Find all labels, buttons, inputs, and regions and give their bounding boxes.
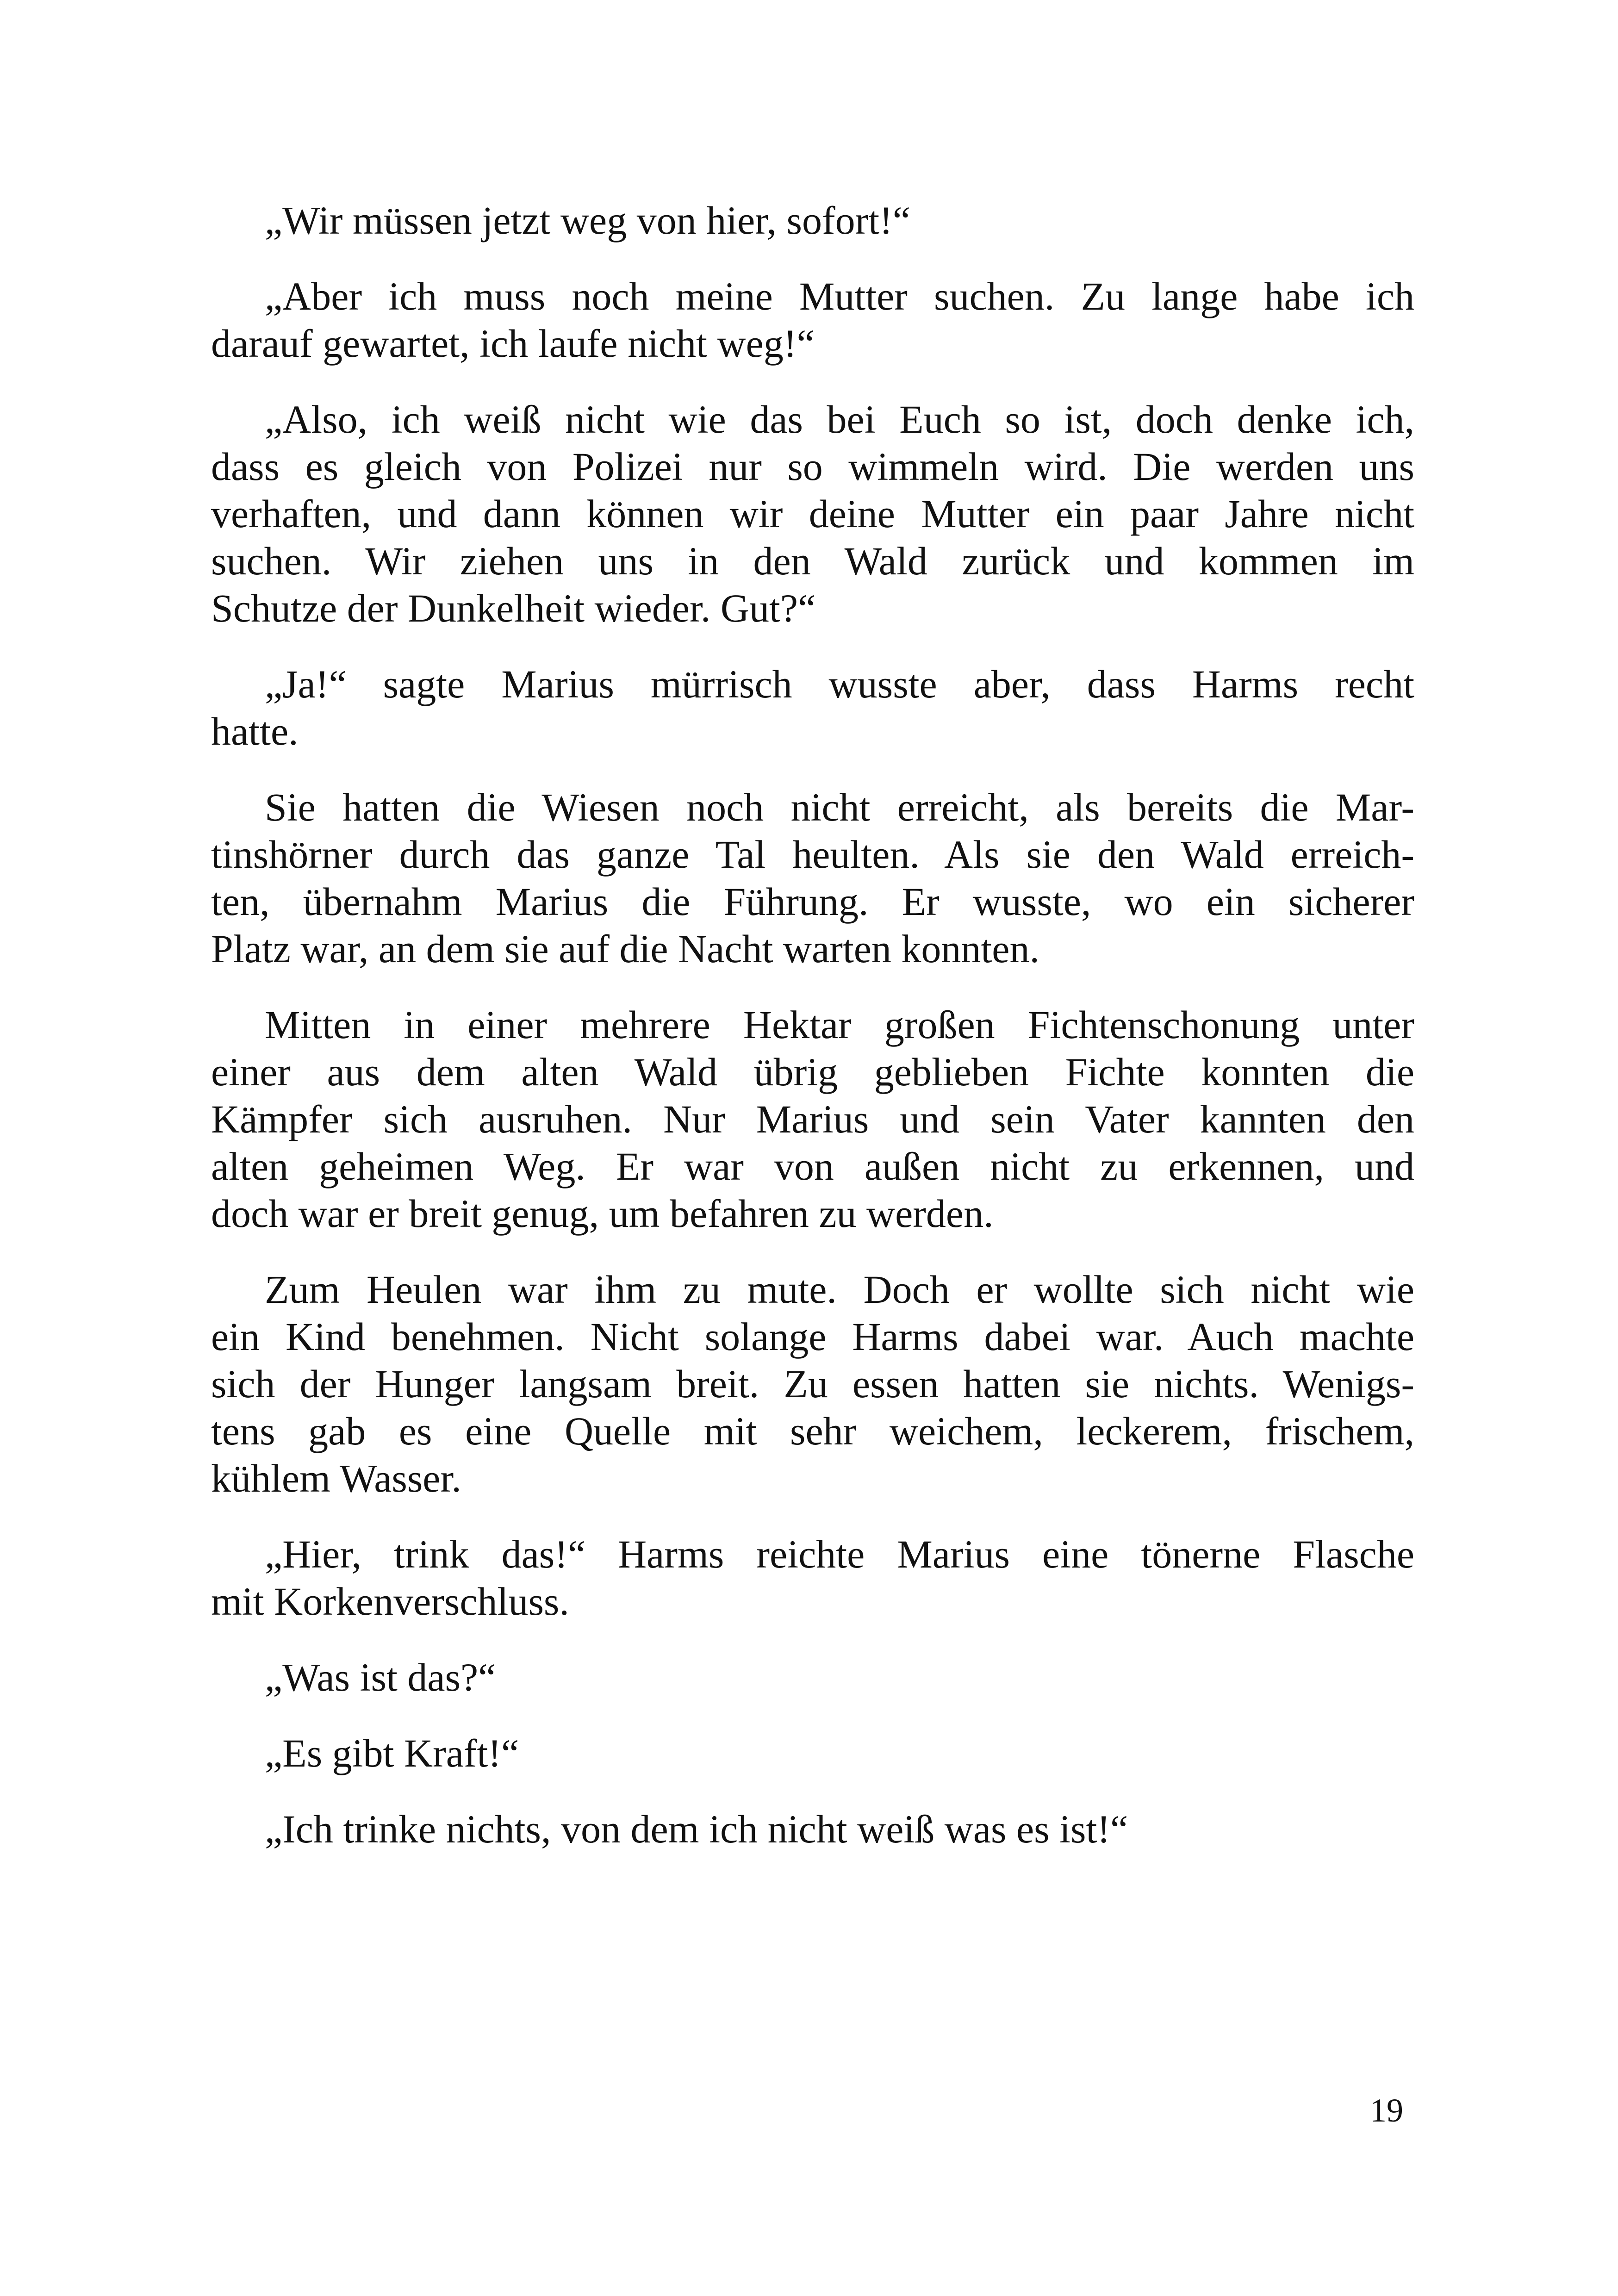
text-line: Schutze der Dunkelheit wieder. Gut?“: [211, 586, 816, 630]
text-line: alten geheimen Weg. Er war von außen nicht zu erkennen, und: [211, 1144, 1414, 1188]
text-line: „Ja!“ sagte Marius mürrisch wusste aber, dass Harms recht: [265, 662, 1414, 706]
paragraph: [211, 197, 1414, 244]
paragraph: [211, 1654, 1414, 1701]
paragraph-gap: [211, 1237, 1414, 1266]
text-line: dass es gleich von Polizei nur so wimmeln wird. Die werden uns: [211, 444, 1414, 489]
paragraph: [211, 1805, 1414, 1853]
text-line: ein Kind benehmen. Nicht solange Harms dabei war. Auch machte: [211, 1314, 1414, 1359]
text-line: doch war er breit genug, um befahren zu werden.: [211, 1191, 994, 1236]
text-line: „Ich trinke nichts, von dem ich nicht weiß was es ist!“: [265, 1807, 1128, 1851]
text-line: „Es gibt Kraft!“: [265, 1731, 519, 1775]
text-line: tens gab es eine Quelle mit sehr weichem, leckerem, frischem,: [211, 1409, 1414, 1453]
text-line: Kämpfer sich ausruhen. Nur Marius und sein Vater kannten den: [211, 1097, 1414, 1141]
text-line: sich der Hunger langsam breit. Zu essen hatten sie nichts. Wenigs-: [211, 1362, 1414, 1406]
paragraph-gap: [211, 1777, 1414, 1805]
paragraph: [211, 660, 1414, 755]
paragraph: [211, 396, 1414, 632]
text-line: „Hier, trink das!“ Harms reichte Marius eine tönerne Flasche: [265, 1532, 1414, 1576]
paragraph-gap: [211, 755, 1414, 784]
text-line: tinshörner durch das ganze Tal heulten. Als sie den Wald erreich-: [211, 832, 1414, 877]
page-number: 19: [1370, 2092, 1403, 2129]
text-line: mit Korkenverschluss.: [211, 1579, 569, 1624]
paragraph-gap: [211, 972, 1414, 1001]
text-line: hatte.: [211, 709, 299, 753]
text-line: darauf gewartet, ich laufe nicht weg!“: [211, 321, 815, 366]
text-line: ten, übernahm Marius die Führung. Er wusste, wo ein sicherer: [211, 879, 1414, 924]
text-line: Sie hatten die Wiesen noch nicht erreicht, als bereits die Mar-: [265, 785, 1414, 829]
body-text: [211, 197, 1414, 1853]
text-line: „Aber ich muss noch meine Mutter suchen. Zu lange habe ich: [265, 274, 1414, 318]
paragraph: [211, 273, 1414, 367]
paragraph-gap: [211, 632, 1414, 660]
text-line: „Was ist das?“: [265, 1655, 496, 1699]
paragraph-gap: [211, 1502, 1414, 1531]
paragraph: [211, 1001, 1414, 1237]
text-line: einer aus dem alten Wald übrig geblieben Fichte konnten die: [211, 1050, 1414, 1094]
text-line: suchen. Wir ziehen uns in den Wald zurück und kommen im: [211, 539, 1414, 583]
text-line: kühlem Wasser.: [211, 1456, 461, 1500]
paragraph: [211, 784, 1414, 972]
paragraph-gap: [211, 367, 1414, 396]
text-line: Zum Heulen war ihm zu mute. Doch er wollte sich nicht wie: [265, 1267, 1414, 1312]
text-line: Platz war, an dem sie auf die Nacht warten konnten.: [211, 927, 1039, 971]
paragraph-gap: [211, 1701, 1414, 1730]
text-line: Mitten in einer mehrere Hektar großen Fichtenschonung unter: [265, 1002, 1414, 1047]
paragraph: [211, 1730, 1414, 1777]
paragraph-gap: [211, 244, 1414, 273]
text-line: „Wir müssen jetzt weg von hier, sofort!“: [265, 198, 910, 243]
text-line: verhaften, und dann können wir deine Mutter ein paar Jahre nicht: [211, 492, 1414, 536]
paragraph: [211, 1531, 1414, 1625]
paragraph-gap: [211, 1625, 1414, 1654]
paragraph: [211, 1266, 1414, 1502]
text-line: „Also, ich weiß nicht wie das bei Euch so ist, doch denke ich,: [265, 397, 1414, 442]
